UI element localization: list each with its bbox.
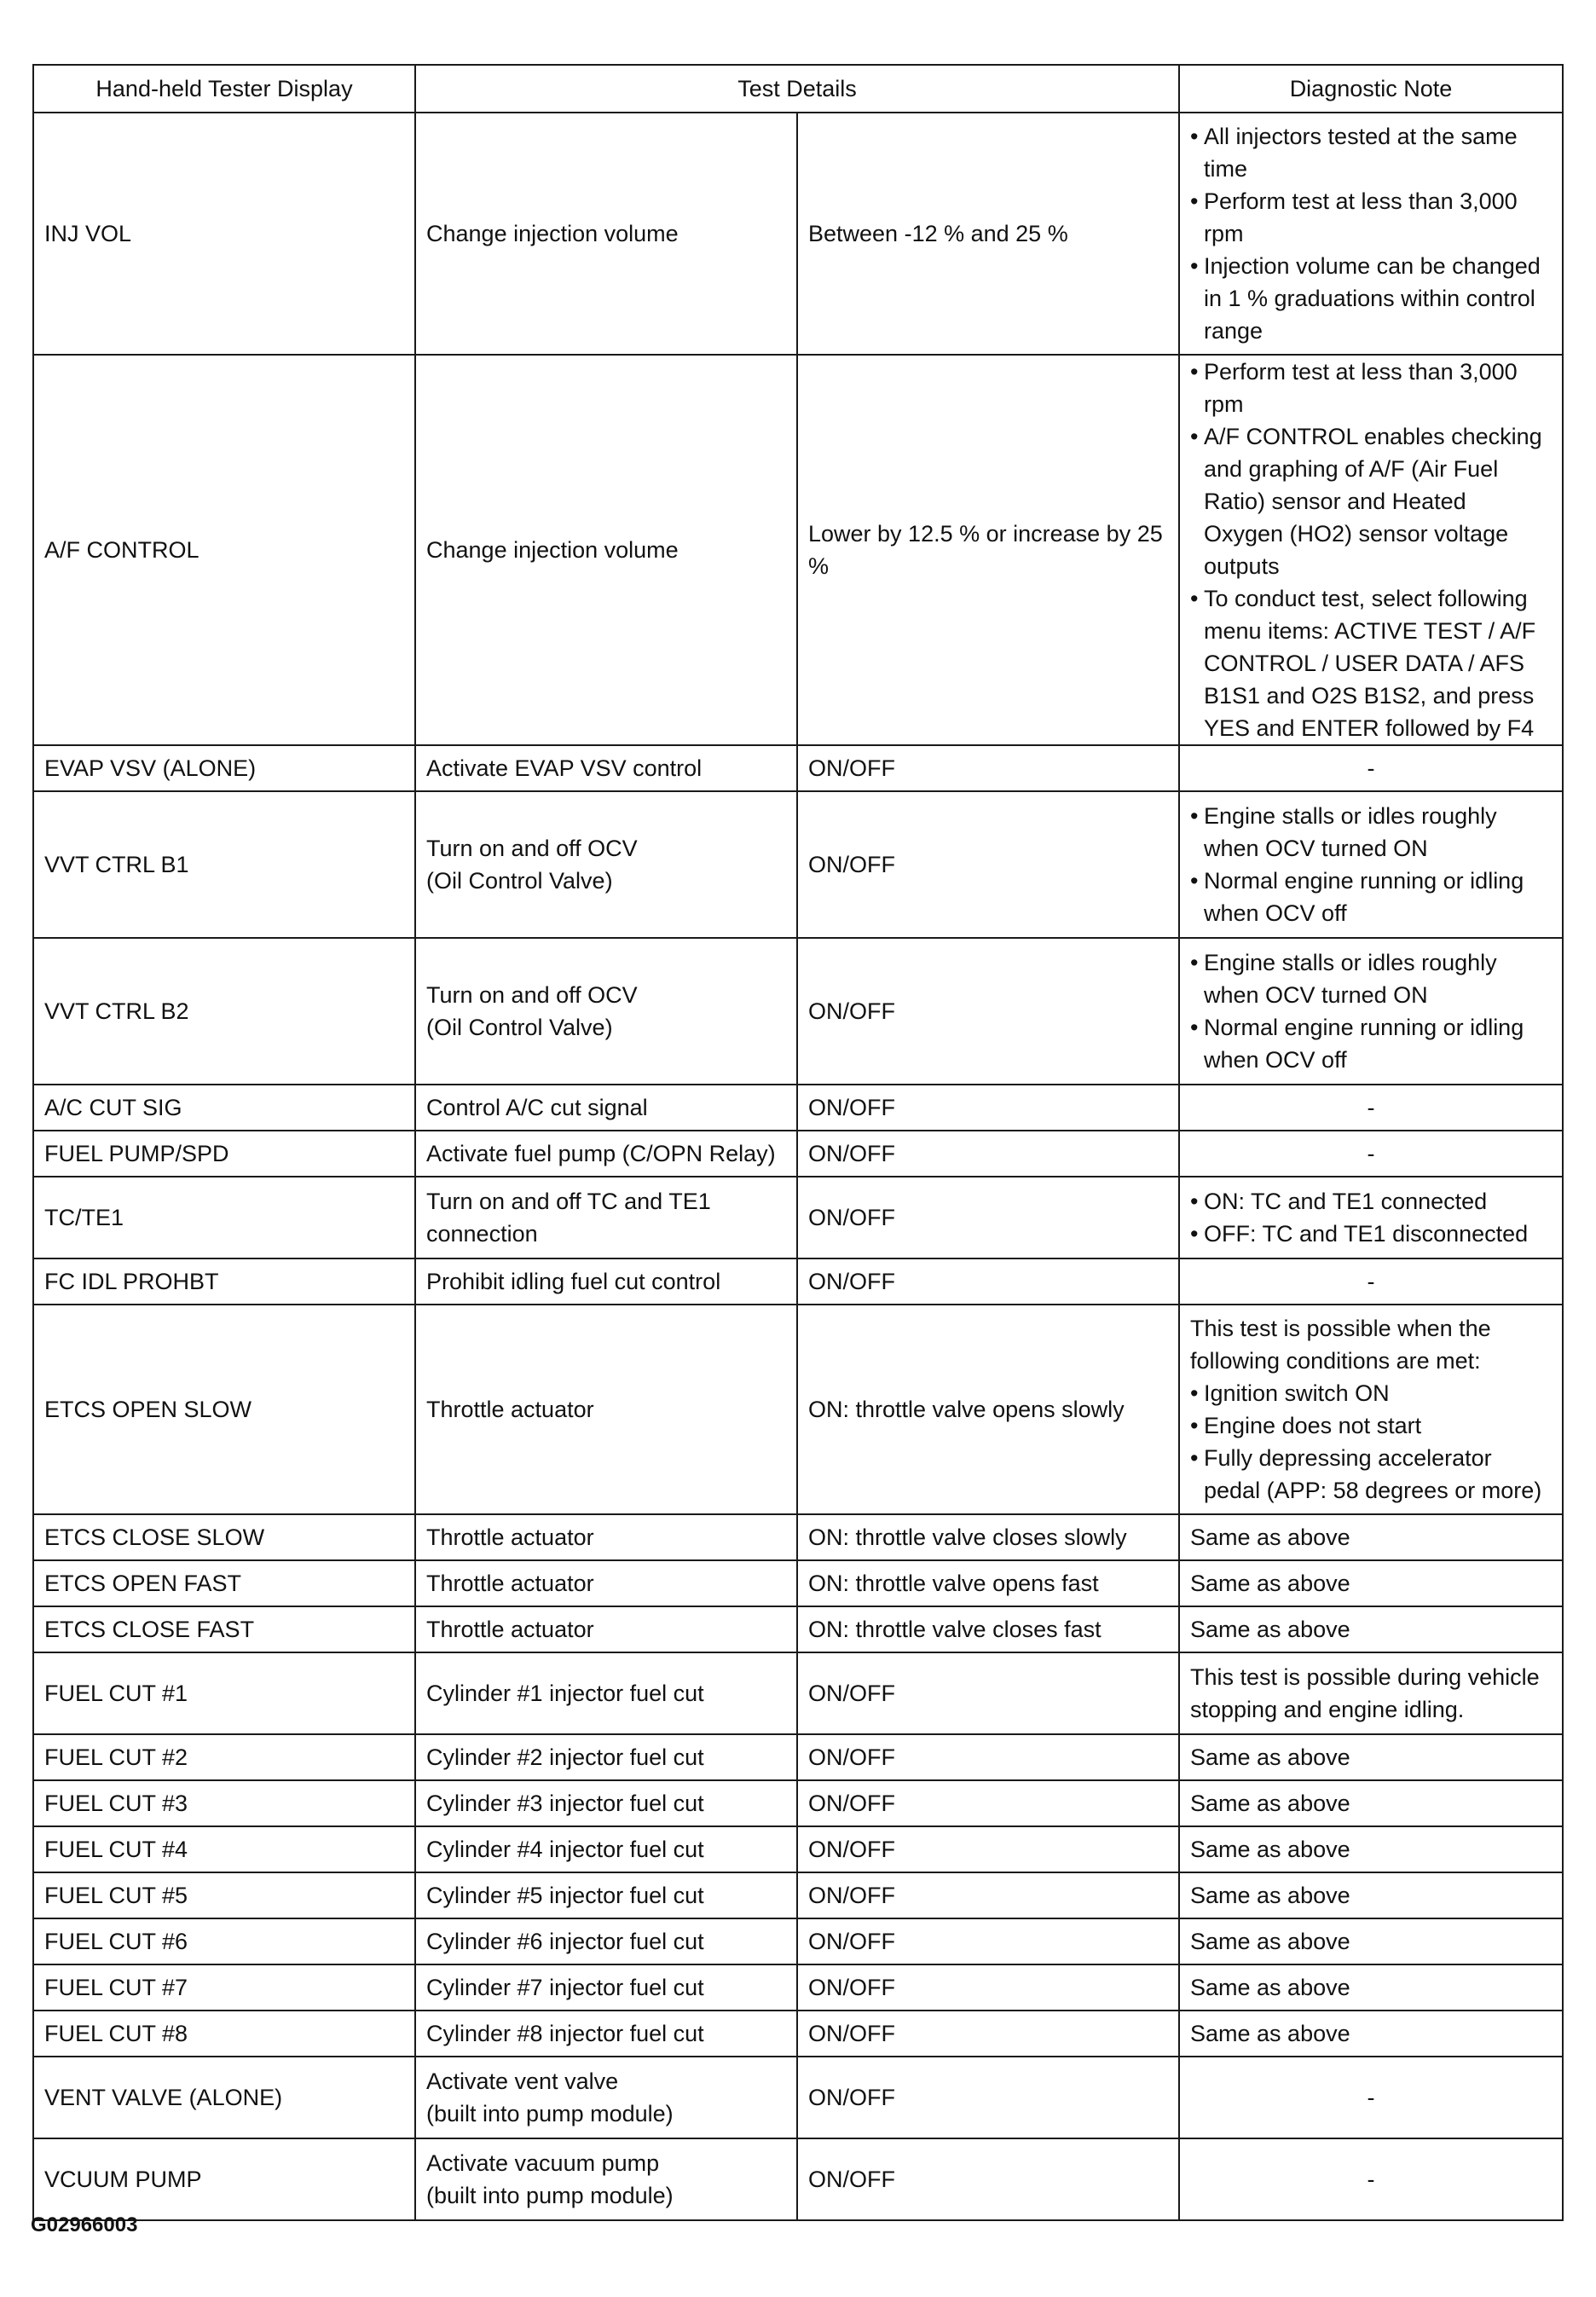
tester-display-cell: A/C CUT SIG — [33, 1085, 415, 1131]
table-row — [33, 113, 1563, 355]
tester-display-cell: VVT CTRL B2 — [33, 938, 415, 1085]
test-detail-cell: Turn on and off TC and TE1 connection — [415, 1177, 797, 1258]
test-detail-cell: Cylinder #1 injector fuel cut — [415, 1652, 797, 1734]
table-row — [33, 1560, 1563, 1606]
diagnostic-note-cell: - — [1179, 2057, 1563, 2138]
note-item: • All injectors tested at the same time — [1190, 120, 1552, 185]
tester-display-cell: ETCS CLOSE SLOW — [33, 1514, 415, 1560]
table-row — [33, 1606, 1563, 1652]
note-item: • A/F CONTROL enables checking and graphing of A/F (Air Fuel Ratio) sensor and Heated Oxygen (HO2) sensor voltage outputs — [1190, 420, 1552, 582]
test-range-cell: ON/OFF — [797, 1826, 1179, 1872]
test-detail-cell: Activate EVAP VSV control — [415, 745, 797, 791]
diagnostic-note-cell — [1179, 355, 1563, 745]
diagnostic-note-cell — [1179, 1177, 1563, 1258]
tester-display-cell: FUEL CUT #7 — [33, 1964, 415, 2011]
test-detail-cell: Cylinder #6 injector fuel cut — [415, 1918, 797, 1964]
test-range-cell: ON/OFF — [797, 2057, 1179, 2138]
figure-id: G02966003 — [31, 2213, 138, 2236]
tester-display-cell: VCUUM PUMP — [33, 2138, 415, 2220]
note-list — [1190, 356, 1552, 744]
table-row — [33, 1258, 1563, 1305]
diagnostic-note-cell: - — [1179, 1258, 1563, 1305]
header-tester-display: Hand-held Tester Display — [33, 65, 415, 113]
test-range-cell: ON/OFF — [797, 791, 1179, 938]
test-range-cell: ON: throttle valve opens fast — [797, 1560, 1179, 1606]
test-range-cell: ON: throttle valve closes fast — [797, 1606, 1179, 1652]
tester-display-cell: ETCS OPEN FAST — [33, 1560, 415, 1606]
table-row — [33, 1131, 1563, 1177]
table-row — [33, 355, 1563, 745]
test-range-cell: ON/OFF — [797, 2138, 1179, 2220]
tester-display-cell: TC/TE1 — [33, 1177, 415, 1258]
tester-display-cell: FUEL PUMP/SPD — [33, 1131, 415, 1177]
test-detail-cell: Cylinder #5 injector fuel cut — [415, 1872, 797, 1918]
table-row — [33, 1177, 1563, 1258]
diagnostic-note-cell: Same as above — [1179, 1826, 1563, 1872]
note-list — [1190, 946, 1552, 1076]
note-item: • ON: TC and TE1 connected — [1190, 1185, 1552, 1218]
test-detail-cell: Prohibit idling fuel cut control — [415, 1258, 797, 1305]
note-item: • Engine does not start — [1190, 1409, 1552, 1442]
test-range-cell: ON/OFF — [797, 2011, 1179, 2057]
diagnostic-note-cell: Same as above — [1179, 1964, 1563, 2011]
note-item: • Normal engine running or idling when OCV off — [1190, 1011, 1552, 1076]
test-range-cell: Lower by 12.5 % or increase by 25 % — [797, 355, 1179, 745]
test-detail-cell: Turn on and off OCV (Oil Control Valve) — [415, 791, 797, 938]
note-list — [1190, 1185, 1552, 1250]
tester-display-cell: ETCS OPEN SLOW — [33, 1305, 415, 1514]
note-item: • Perform test at less than 3,000 rpm — [1190, 356, 1552, 420]
test-detail-cell: Cylinder #7 injector fuel cut — [415, 1964, 797, 2011]
test-range-cell: ON: throttle valve closes slowly — [797, 1514, 1179, 1560]
diagnostic-note-cell — [1179, 1305, 1563, 1514]
diagnostic-note-cell: - — [1179, 745, 1563, 791]
test-range-cell: ON/OFF — [797, 1780, 1179, 1826]
test-range-cell: ON/OFF — [797, 1085, 1179, 1131]
test-range-cell: ON/OFF — [797, 1131, 1179, 1177]
note-intro: This test is possible when the following conditions are met: — [1190, 1316, 1491, 1374]
test-range-cell: Between -12 % and 25 % — [797, 113, 1179, 355]
test-detail-cell: Throttle actuator — [415, 1606, 797, 1652]
table-row — [33, 1918, 1563, 1964]
table-row — [33, 1734, 1563, 1780]
test-detail-cell: Cylinder #4 injector fuel cut — [415, 1826, 797, 1872]
diagnostic-note-cell: This test is possible during vehicle stopping and engine idling. — [1179, 1652, 1563, 1734]
test-range-cell: ON/OFF — [797, 1258, 1179, 1305]
header-diagnostic-note: Diagnostic Note — [1179, 65, 1563, 113]
test-detail-cell: Control A/C cut signal — [415, 1085, 797, 1131]
note-item: • Injection volume can be changed in 1 % graduations within control range — [1190, 250, 1552, 347]
table-row — [33, 791, 1563, 938]
diagnostic-note-cell — [1179, 938, 1563, 1085]
tester-display-cell: ETCS CLOSE FAST — [33, 1606, 415, 1652]
test-detail-cell: Activate fuel pump (C/OPN Relay) — [415, 1131, 797, 1177]
table-row — [33, 745, 1563, 791]
test-detail-cell: Change injection volume — [415, 113, 797, 355]
note-item: • Normal engine running or idling when OCV off — [1190, 865, 1552, 929]
note-item: • To conduct test, select following menu items: ACTIVE TEST / A/F CONTROL / USER DATA / AFS B1S1 and O2S B1S2, and press YES and ENTER followed by F4 — [1190, 582, 1552, 744]
note-item: • Ignition switch ON — [1190, 1377, 1552, 1409]
tester-display-cell: FUEL CUT #3 — [33, 1780, 415, 1826]
test-detail-cell: Activate vent valve (built into pump module) — [415, 2057, 797, 2138]
tester-display-cell: FUEL CUT #8 — [33, 2011, 415, 2057]
tester-display-cell: FC IDL PROHBT — [33, 1258, 415, 1305]
test-range-cell: ON: throttle valve opens slowly — [797, 1305, 1179, 1514]
diagnostic-note-cell: Same as above — [1179, 1780, 1563, 1826]
header-row — [33, 65, 1563, 113]
tester-display-cell: INJ VOL — [33, 113, 415, 355]
tester-display-cell: FUEL CUT #1 — [33, 1652, 415, 1734]
note-list — [1190, 1377, 1552, 1507]
test-detail-cell: Change injection volume — [415, 355, 797, 745]
test-detail-cell: Throttle actuator — [415, 1560, 797, 1606]
tester-display-cell: FUEL CUT #5 — [33, 1872, 415, 1918]
test-range-cell: ON/OFF — [797, 1734, 1179, 1780]
note-item: • OFF: TC and TE1 disconnected — [1190, 1218, 1552, 1250]
table-row — [33, 1652, 1563, 1734]
diagnostic-note-cell: Same as above — [1179, 2011, 1563, 2057]
note-item: • Engine stalls or idles roughly when OCV turned ON — [1190, 800, 1552, 865]
test-detail-cell: Turn on and off OCV (Oil Control Valve) — [415, 938, 797, 1085]
note-list — [1190, 800, 1552, 929]
tester-display-cell: A/F CONTROL — [33, 355, 415, 745]
diagnostic-note-cell: - — [1179, 1131, 1563, 1177]
table-row — [33, 1826, 1563, 1872]
test-range-cell: ON/OFF — [797, 1872, 1179, 1918]
diagnostic-note-cell — [1179, 791, 1563, 938]
test-detail-cell: Throttle actuator — [415, 1514, 797, 1560]
header-test-details: Test Details — [415, 65, 1179, 113]
note-item: • Engine stalls or idles roughly when OCV turned ON — [1190, 946, 1552, 1011]
test-detail-cell: Activate vacuum pump (built into pump module) — [415, 2138, 797, 2220]
diagnostic-note-cell: - — [1179, 1085, 1563, 1131]
diagnostic-note-cell — [1179, 113, 1563, 355]
test-detail-cell: Throttle actuator — [415, 1305, 797, 1514]
note-list — [1190, 120, 1552, 347]
test-detail-cell: Cylinder #2 injector fuel cut — [415, 1734, 797, 1780]
tester-display-cell: VENT VALVE (ALONE) — [33, 2057, 415, 2138]
table-row — [33, 1514, 1563, 1560]
diagnostic-note-cell: Same as above — [1179, 1514, 1563, 1560]
test-range-cell: ON/OFF — [797, 745, 1179, 791]
test-range-cell: ON/OFF — [797, 1177, 1179, 1258]
diagnostic-note-cell: Same as above — [1179, 1606, 1563, 1652]
table-row — [33, 1780, 1563, 1826]
diagnostic-note-cell: Same as above — [1179, 1872, 1563, 1918]
test-range-cell: ON/OFF — [797, 1964, 1179, 2011]
note-item: • Fully depressing accelerator pedal (APP: 58 degrees or more) — [1190, 1442, 1552, 1507]
table-row — [33, 1872, 1563, 1918]
diagnostic-note-cell: Same as above — [1179, 1560, 1563, 1606]
table-row — [33, 1305, 1563, 1514]
tester-display-cell: EVAP VSV (ALONE) — [33, 745, 415, 791]
note-item: • Perform test at less than 3,000 rpm — [1190, 185, 1552, 250]
test-range-cell: ON/OFF — [797, 1918, 1179, 1964]
table-row — [33, 2138, 1563, 2220]
tester-display-cell: FUEL CUT #4 — [33, 1826, 415, 1872]
test-range-cell: ON/OFF — [797, 1652, 1179, 1734]
test-detail-cell: Cylinder #8 injector fuel cut — [415, 2011, 797, 2057]
diagnostic-note-cell: Same as above — [1179, 1734, 1563, 1780]
tester-display-cell: VVT CTRL B1 — [33, 791, 415, 938]
diagnostic-note-cell: Same as above — [1179, 1918, 1563, 1964]
table-row — [33, 1964, 1563, 2011]
table-row — [33, 2057, 1563, 2138]
table-row — [33, 938, 1563, 1085]
test-range-cell: ON/OFF — [797, 938, 1179, 1085]
table-row — [33, 2011, 1563, 2057]
diagnostic-table — [32, 64, 1564, 2221]
test-detail-cell: Cylinder #3 injector fuel cut — [415, 1780, 797, 1826]
diagnostic-note-cell: - — [1179, 2138, 1563, 2220]
tester-display-cell: FUEL CUT #2 — [33, 1734, 415, 1780]
tester-display-cell: FUEL CUT #6 — [33, 1918, 415, 1964]
table-row — [33, 1085, 1563, 1131]
